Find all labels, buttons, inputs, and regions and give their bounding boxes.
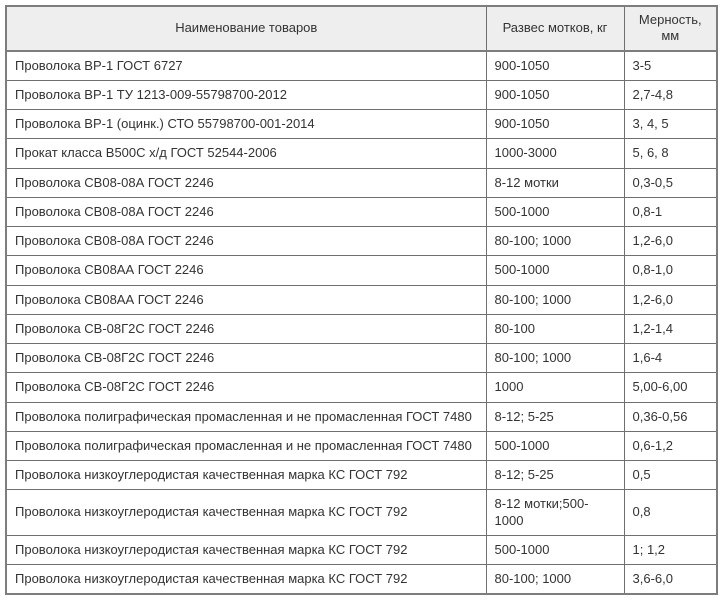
product-name-cell: Проволока СВ-08Г2С ГОСТ 2246 (6, 373, 486, 402)
table-row (6, 80, 717, 109)
table-row (6, 431, 717, 460)
coil-weight-cell: 80-100 (486, 314, 624, 343)
dimension-cell: 5, 6, 8 (624, 139, 717, 168)
dimension-cell: 2,7-4,8 (624, 80, 717, 109)
coil-weight-cell: 8-12 мотки (486, 168, 624, 197)
dimension-cell: 0,3-0,5 (624, 168, 717, 197)
header-dimension: Мерность, мм (624, 6, 717, 51)
product-name-cell: Проволока СВ08АА ГОСТ 2246 (6, 256, 486, 285)
table-row (6, 139, 717, 168)
table-row (6, 565, 717, 595)
dimension-cell: 0,8-1,0 (624, 256, 717, 285)
coil-weight-cell: 900-1050 (486, 80, 624, 109)
product-name-cell: Проволока СВ08-08А ГОСТ 2246 (6, 197, 486, 226)
table-row (6, 461, 717, 490)
table-row (6, 535, 717, 564)
dimension-cell: 3,6-6,0 (624, 565, 717, 595)
table-row (6, 285, 717, 314)
dimension-cell: 1; 1,2 (624, 535, 717, 564)
dimension-cell: 0,8-1 (624, 197, 717, 226)
coil-weight-cell: 80-100; 1000 (486, 344, 624, 373)
product-name-cell: Проволока СВ08-08А ГОСТ 2246 (6, 168, 486, 197)
table-row (6, 51, 717, 81)
table-row (6, 168, 717, 197)
table-body (6, 51, 717, 595)
coil-weight-cell: 1000-3000 (486, 139, 624, 168)
dimension-cell: 1,6-4 (624, 344, 717, 373)
product-name-cell: Проволока низкоуглеродистая качественная марка КС ГОСТ 792 (6, 565, 486, 595)
header-coil-weight: Развес мотков, кг (486, 6, 624, 51)
dimension-cell: 1,2-1,4 (624, 314, 717, 343)
table-row (6, 314, 717, 343)
table-row (6, 256, 717, 285)
dimension-cell: 0,6-1,2 (624, 431, 717, 460)
product-name-cell: Проволока СВ08АА ГОСТ 2246 (6, 285, 486, 314)
table-row (6, 197, 717, 226)
dimension-cell: 3-5 (624, 51, 717, 81)
product-name-cell: Проволока полиграфическая промасленная и не промасленная ГОСТ 7480 (6, 402, 486, 431)
coil-weight-cell: 900-1050 (486, 110, 624, 139)
dimension-cell: 5,00-6,00 (624, 373, 717, 402)
product-name-cell: Проволока низкоуглеродистая качественная марка КС ГОСТ 792 (6, 535, 486, 564)
coil-weight-cell: 500-1000 (486, 256, 624, 285)
table-row (6, 490, 717, 536)
dimension-cell: 0,8 (624, 490, 717, 536)
coil-weight-cell: 8-12 мотки;500-1000 (486, 490, 624, 536)
products-table (5, 5, 718, 595)
dimension-cell: 1,2-6,0 (624, 285, 717, 314)
table-row (6, 373, 717, 402)
product-name-cell: Проволока низкоуглеродистая качественная марка КС ГОСТ 792 (6, 461, 486, 490)
coil-weight-cell: 900-1050 (486, 51, 624, 81)
product-name-cell: Проволока ВР-1 ГОСТ 6727 (6, 51, 486, 81)
table-row (6, 402, 717, 431)
dimension-cell: 1,2-6,0 (624, 227, 717, 256)
coil-weight-cell: 80-100; 1000 (486, 285, 624, 314)
product-name-cell: Проволока СВ-08Г2С ГОСТ 2246 (6, 344, 486, 373)
coil-weight-cell: 500-1000 (486, 431, 624, 460)
dimension-cell: 0,5 (624, 461, 717, 490)
dimension-cell: 3, 4, 5 (624, 110, 717, 139)
coil-weight-cell: 80-100; 1000 (486, 565, 624, 595)
dimension-cell: 0,36-0,56 (624, 402, 717, 431)
product-name-cell: Проволока полиграфическая промасленная и не промасленная ГОСТ 7480 (6, 431, 486, 460)
table-row (6, 110, 717, 139)
product-name-cell: Проволока СВ08-08А ГОСТ 2246 (6, 227, 486, 256)
header-row (6, 6, 717, 51)
product-name-cell: Проволока низкоуглеродистая качественная марка КС ГОСТ 792 (6, 490, 486, 536)
table-row (6, 227, 717, 256)
coil-weight-cell: 1000 (486, 373, 624, 402)
product-name-cell: Прокат класса В500С х/д ГОСТ 52544-2006 (6, 139, 486, 168)
coil-weight-cell: 500-1000 (486, 197, 624, 226)
header-product-name: Наименование товаров (6, 6, 486, 51)
product-name-cell: Проволока ВР-1 ТУ 1213-009-55798700-2012 (6, 80, 486, 109)
coil-weight-cell: 8-12; 5-25 (486, 461, 624, 490)
coil-weight-cell: 8-12; 5-25 (486, 402, 624, 431)
table-row (6, 344, 717, 373)
product-name-cell: Проволока ВР-1 (оцинк.) СТО 55798700-001-2014 (6, 110, 486, 139)
product-name-cell: Проволока СВ-08Г2С ГОСТ 2246 (6, 314, 486, 343)
coil-weight-cell: 80-100; 1000 (486, 227, 624, 256)
coil-weight-cell: 500-1000 (486, 535, 624, 564)
